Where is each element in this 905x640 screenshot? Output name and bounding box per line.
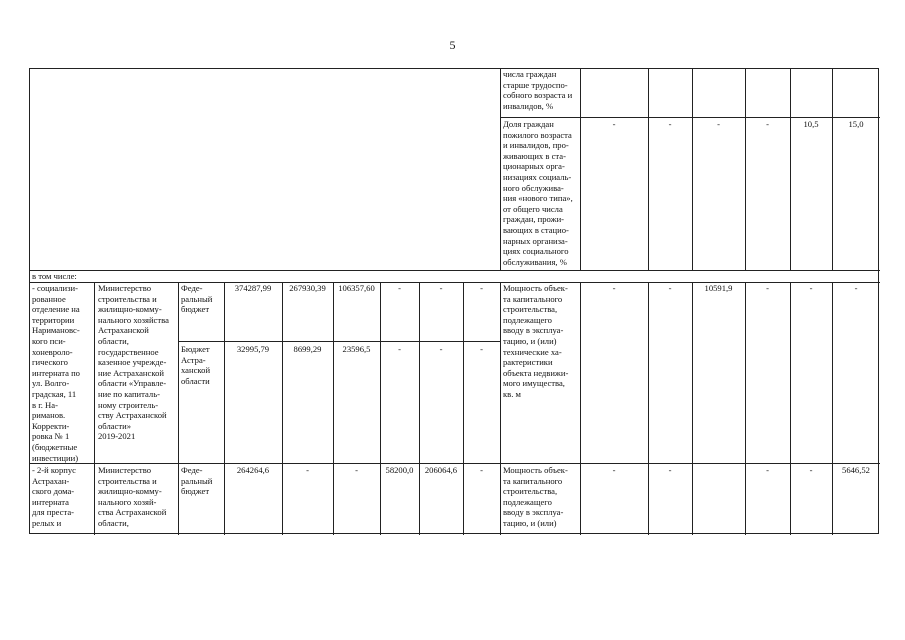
budget-table	[29, 68, 879, 534]
page-number: 5	[449, 38, 456, 52]
col-divider	[745, 282, 746, 535]
amount-cell: -	[398, 283, 401, 293]
row-divider	[30, 270, 880, 271]
object-name: - 2-й корпус Астрахан- ского дома- интерната для преста- релых и	[32, 465, 76, 528]
indicator-value-cell: 5646,52	[842, 465, 870, 475]
col-divider	[790, 282, 791, 535]
indicator-value-cell: 10591,9	[704, 283, 733, 293]
indicator-value-cell: -	[809, 465, 813, 475]
object-name: - социализи- рованное отделение на территории Наримановс- кого пси- хоневроло- гического интерната по ул. Волго- градская, 11 в г. На- риманов. Корректи- ровка № 1 (бюджетные инвестиции)	[32, 283, 80, 463]
amount-cell: 58200,0	[385, 465, 414, 475]
amount-cell: -	[439, 283, 443, 293]
col-divider	[648, 282, 649, 535]
indicator-value-cell: -	[668, 465, 672, 475]
amount-cell: -	[480, 283, 483, 293]
funding-source: Бюджет Астра- ханской области	[181, 344, 211, 386]
col-divider	[419, 282, 420, 535]
amount-cell: -	[480, 465, 483, 475]
top-value-cell: -	[668, 119, 672, 129]
amount-cell: 206064,6	[424, 465, 458, 475]
col-divider	[500, 69, 501, 270]
indicator-tail-text: числа граждан старше трудоспо- собного возраста и инвалидов, %	[503, 69, 573, 111]
indicator-value-cell: -	[766, 465, 769, 475]
section-label: в том числе:	[32, 271, 77, 281]
executor-text: Министерство строительства и жилищно-комму- нального хозяй- ства Астраханской области,	[98, 465, 167, 528]
indicator-value-cell: -	[668, 283, 672, 293]
amount-cell: -	[439, 344, 443, 354]
col-divider	[832, 69, 833, 270]
col-divider	[648, 69, 649, 270]
amount-cell: 267930,39	[289, 283, 326, 293]
col-divider	[224, 282, 225, 535]
indicator-value-cell: -	[766, 283, 769, 293]
row-divider	[30, 463, 880, 464]
indicator-text: Мощность объек- та капитального строительства, подлежащего вводу в эксплуа- тацию, и (или)	[503, 465, 568, 528]
indicator-value-cell: -	[612, 465, 616, 475]
col-divider	[282, 282, 283, 535]
amount-cell: -	[306, 465, 309, 475]
amount-cell: 32995,79	[236, 344, 270, 354]
amount-cell: 264264,6	[236, 465, 270, 475]
top-value-cell: 10,5	[803, 119, 819, 129]
indicator-text: Мощность объек- та капитального строительства, подлежащего вводу в эксплуа- тацию, и (или) технические ха- рактеристики объекта недвижи- мого имущества, кв. м	[503, 283, 569, 399]
col-divider	[94, 282, 95, 535]
funding-source: Феде- ральный бюджет	[181, 283, 213, 315]
row-divider	[178, 341, 500, 342]
col-divider	[692, 282, 693, 535]
amount-cell: -	[480, 344, 483, 354]
indicator-share-text: Доля граждан пожилого возраста и инвалидов, про- живающих в ста- ционарных орга- низациях социаль- ного обслужива- ния «нового типа», от общего числа граждан, прожи- вающих в стацио- нарных организа- циях социального обслуживания, %	[503, 119, 573, 267]
amount-cell: 8699,29	[293, 344, 322, 354]
top-value-cell: 15,0	[848, 119, 864, 129]
col-divider	[832, 282, 833, 535]
row-divider	[500, 117, 880, 118]
amount-cell: -	[355, 465, 358, 475]
amount-cell: -	[398, 344, 401, 354]
indicator-value-cell: -	[612, 283, 616, 293]
col-divider	[745, 69, 746, 270]
col-divider	[692, 69, 693, 270]
executor-text: Министерство строительства и жилищно-комму- нального хозяйства Астраханской области, государственное казенное учрежде- ние Астраханской области «Управле- ние по капиталь- ному строитель- ству Астраханской области» 2019-2021	[98, 283, 169, 442]
amount-cell: 23596,5	[342, 344, 371, 354]
top-value-cell: -	[612, 119, 616, 129]
col-divider	[580, 69, 581, 270]
amount-cell: 106357,60	[338, 283, 375, 293]
col-divider	[790, 69, 791, 270]
col-divider	[380, 282, 381, 535]
top-value-cell: -	[766, 119, 769, 129]
indicator-value-cell: -	[854, 283, 858, 293]
amount-cell: 374287,99	[234, 283, 272, 293]
top-value-cell: -	[717, 119, 720, 129]
funding-source: Феде- ральный бюджет	[181, 465, 213, 497]
col-divider	[580, 282, 581, 535]
col-divider	[178, 282, 179, 535]
col-divider	[500, 282, 501, 535]
col-divider	[333, 282, 334, 535]
col-divider	[463, 282, 464, 535]
indicator-value-cell: -	[809, 283, 813, 293]
